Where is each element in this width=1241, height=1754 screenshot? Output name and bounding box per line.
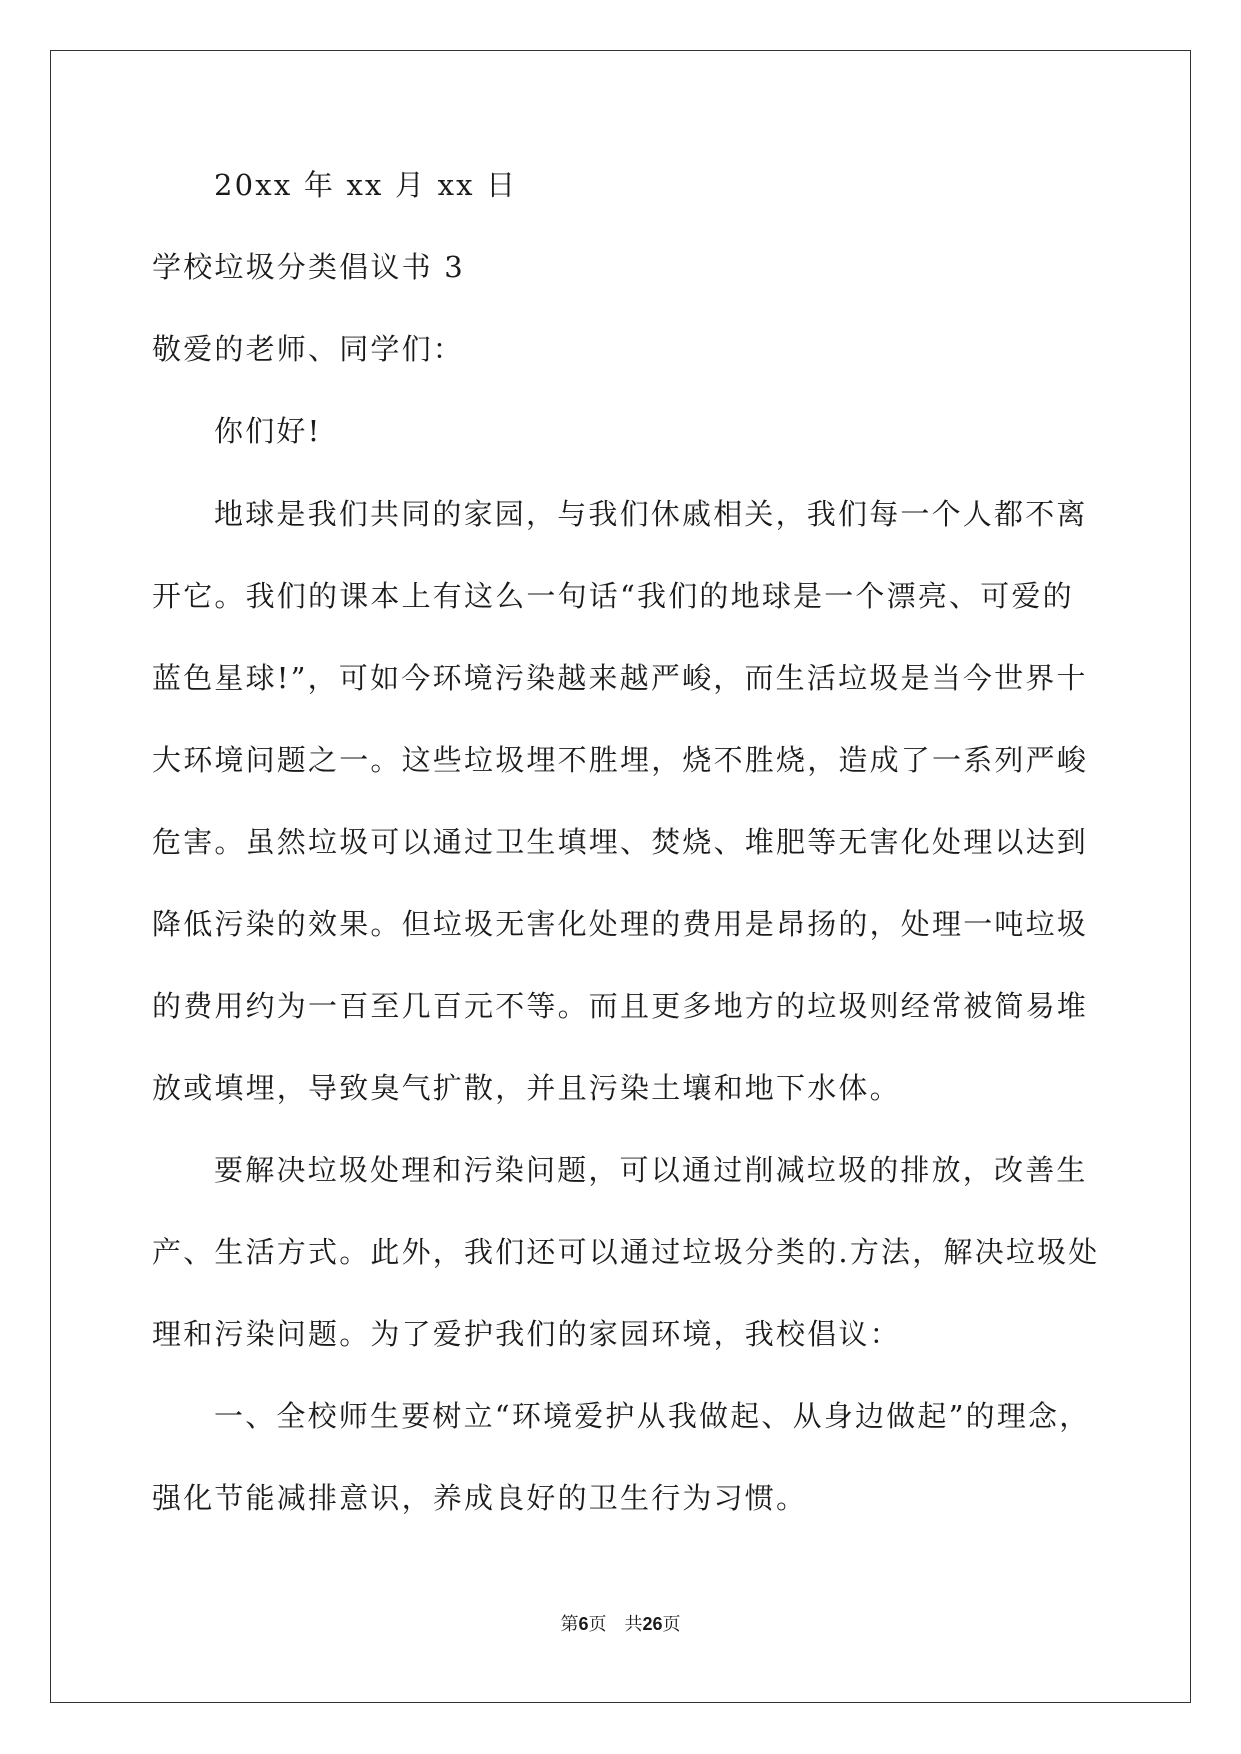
paragraph-line: 危害。虽然垃圾可以通过卫生填埋、焚烧、堆肥等无害化处理以达到 xyxy=(152,825,1089,859)
paragraph-line: 大环境问题之一。这些垃圾埋不胜埋，烧不胜烧，造成了一系列严峻 xyxy=(152,743,1089,777)
date-line: 20xx 年 xx 月 xx 日 xyxy=(214,168,518,202)
paragraph-line: 降低污染的效果。但垃圾无害化处理的费用是昂扬的，处理一吨垃圾 xyxy=(152,907,1089,941)
page-border xyxy=(50,50,1191,1703)
paragraph-line: 理和污染问题。为了爱护我们的家园环境，我校倡议： xyxy=(152,1317,901,1351)
paragraph-line: 蓝色星球!”，可如今环境污染越来越严峻，而生活垃圾是当今世界十 xyxy=(152,661,1088,695)
greeting: 你们好! xyxy=(214,414,322,448)
total-pages: 26 xyxy=(642,1614,663,1634)
page-prefix: 第 xyxy=(560,1614,579,1635)
paragraph-line: 开它。我们的课本上有这么一句话“我们的地球是一个漂亮、可爱的 xyxy=(152,579,1074,613)
paragraph-line: 强化节能减排意识，养成良好的卫生行为习惯。 xyxy=(152,1481,808,1515)
page-number: 6 xyxy=(578,1614,589,1634)
paragraph-line: 放或填埋，导致臭气扩散，并且污染土壤和地下水体。 xyxy=(152,1071,901,1105)
document-title: 学校垃圾分类倡议书 3 xyxy=(152,250,465,284)
page-footer xyxy=(0,1610,1241,1636)
paragraph-line: 地球是我们共同的家园，与我们休戚相关，我们每一个人都不离 xyxy=(214,497,1088,531)
total-prefix: 共 xyxy=(624,1614,643,1635)
paragraph-line: 产、生活方式。此外，我们还可以通过垃圾分类的.方法，解决垃圾处 xyxy=(152,1235,1100,1269)
page-suffix: 页 xyxy=(588,1614,607,1635)
total-suffix: 页 xyxy=(662,1614,681,1635)
paragraph-line: 的费用约为一百至几百元不等。而且更多地方的垃圾则经常被简易堆 xyxy=(152,989,1089,1023)
paragraph-line: 一、全校师生要树立“环境爱护从我做起、从身边做起”的理念， xyxy=(214,1399,1091,1433)
paragraph-line: 要解决垃圾处理和污染问题，可以通过削减垃圾的排放，改善生 xyxy=(214,1153,1088,1187)
salutation: 敬爱的老师、同学们： xyxy=(152,332,465,366)
